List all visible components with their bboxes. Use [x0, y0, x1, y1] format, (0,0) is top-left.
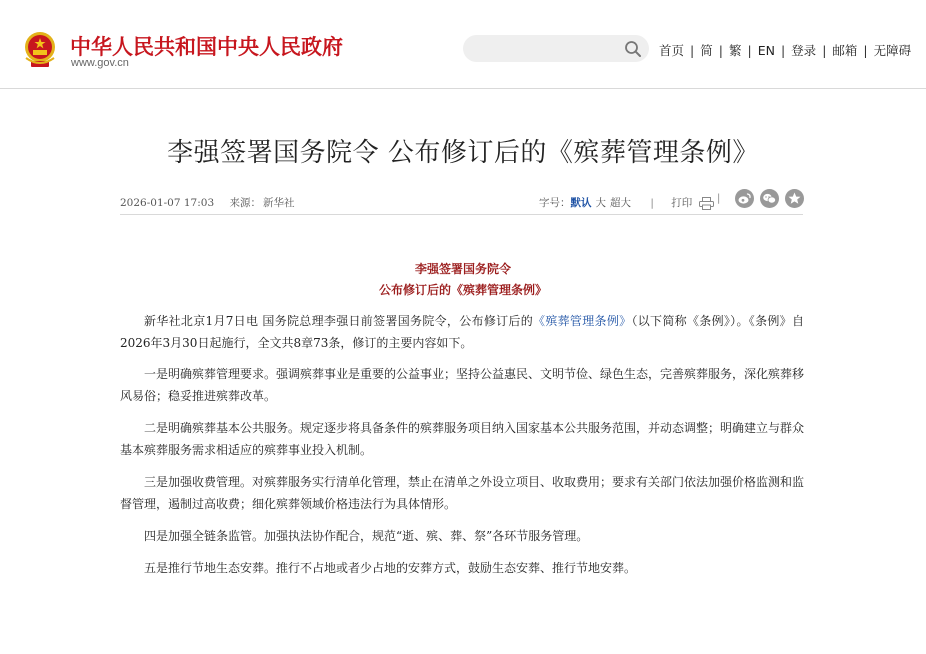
tools-separator: |	[717, 193, 721, 204]
nav-accessibility[interactable]: 无障碍	[873, 43, 912, 58]
paragraph-1	[120, 310, 804, 354]
paragraph-2: 一是明确殡葬管理要求。强调殡葬事业是重要的公益事业；坚持公益惠民、文明节俭、绿色生态，完善殡葬服务，深化殡葬移风易俗；稳妥推进殡葬改革。	[120, 367, 805, 403]
nav-home[interactable]: 首页	[659, 43, 685, 58]
sub-title-2: 公布修订后的《殡葬管理条例》	[378, 283, 547, 297]
font-size-default[interactable]: 默认	[570, 197, 592, 209]
nav-mail[interactable]: 邮箱	[832, 43, 858, 58]
nav-separator: |	[863, 43, 868, 58]
paragraph-5: 四是加强全链条监管。加强执法协作配合，规范“逝、殡、葬、祭”各环节服务管理。	[144, 529, 589, 543]
nav-login[interactable]: 登录	[791, 43, 817, 58]
site-header	[0, 0, 926, 89]
national-emblem-icon[interactable]	[22, 30, 58, 70]
nav-separator: |	[822, 43, 827, 58]
paragraph-6: 五是推行节地生态安葬。推行不占地或者少占地的安葬方式，鼓励生态安葬、推行节地安葬。	[144, 561, 637, 575]
share-weibo-button[interactable]	[735, 189, 754, 208]
tools-separator: |	[650, 197, 654, 209]
nav-separator: |	[690, 43, 695, 58]
nav-simplified[interactable]: 简	[700, 43, 713, 58]
print-icon	[699, 197, 714, 210]
site-title[interactable]: 中华人民共和国中央人民政府	[70, 35, 343, 59]
paragraph-4: 三是加强收费管理。对殡葬服务实行清单化管理，禁止在清单之外设立项目、收取费用；要求有关部门依法加强价格监测和监督管理，遏制过高收费；细化殡葬领域价格违法行为具体情形。	[120, 475, 805, 511]
article-meta	[120, 195, 294, 210]
paragraph-3: 二是明确殡葬基本公共服务。规定逐步将具备条件的殡葬服务项目纳入国家基本公共服务范围，并动态调整；明确建立与群众基本殡葬服务需求相适应的殡葬事业投入机制。	[120, 421, 805, 457]
print-button[interactable]	[671, 197, 713, 209]
wechat-icon	[760, 189, 779, 208]
regulation-link[interactable]: 《殡葬管理条例》	[533, 314, 632, 328]
search-input[interactable]	[463, 35, 649, 62]
source-name: 新华社	[262, 197, 295, 209]
paragraph-1-text: 新华社北京1月7日电 国务院总理李强日前签署国务院令，公布修订后的	[144, 314, 534, 328]
search-icon[interactable]	[624, 40, 642, 58]
nav-separator: |	[747, 43, 752, 58]
article-tools	[539, 195, 714, 210]
font-size-large[interactable]: 大	[595, 197, 606, 209]
print-label: 打印	[671, 197, 693, 209]
nav-traditional[interactable]: 繁	[728, 43, 742, 58]
font-size-xlarge[interactable]: 超大	[610, 197, 631, 209]
source-label: 来源：	[229, 197, 261, 209]
top-nav	[659, 41, 911, 59]
nav-english[interactable]: EN	[757, 43, 775, 58]
publish-date: 2026-01-07 17:03	[120, 197, 215, 209]
nav-separator: |	[780, 43, 786, 58]
sub-title-1: 李强签署国务院令	[414, 262, 511, 276]
favorite-button[interactable]	[785, 189, 804, 208]
meta-divider	[120, 214, 803, 215]
paragraph-1-text-cont: （以下简称《条例》）。《条例》自2026年3月30日起施行，全文共8章73条，修订的主要内容如下。	[120, 314, 804, 350]
article-title: 李强签署国务院令 公布修订后的《殡葬管理条例》	[167, 138, 759, 168]
favorite-icon	[785, 189, 804, 208]
nav-separator: |	[718, 43, 723, 58]
weibo-icon	[735, 189, 754, 208]
site-url[interactable]: www.gov.cn	[71, 57, 129, 69]
font-size-label: 字号：	[539, 197, 571, 209]
share-wechat-button[interactable]	[760, 189, 779, 208]
